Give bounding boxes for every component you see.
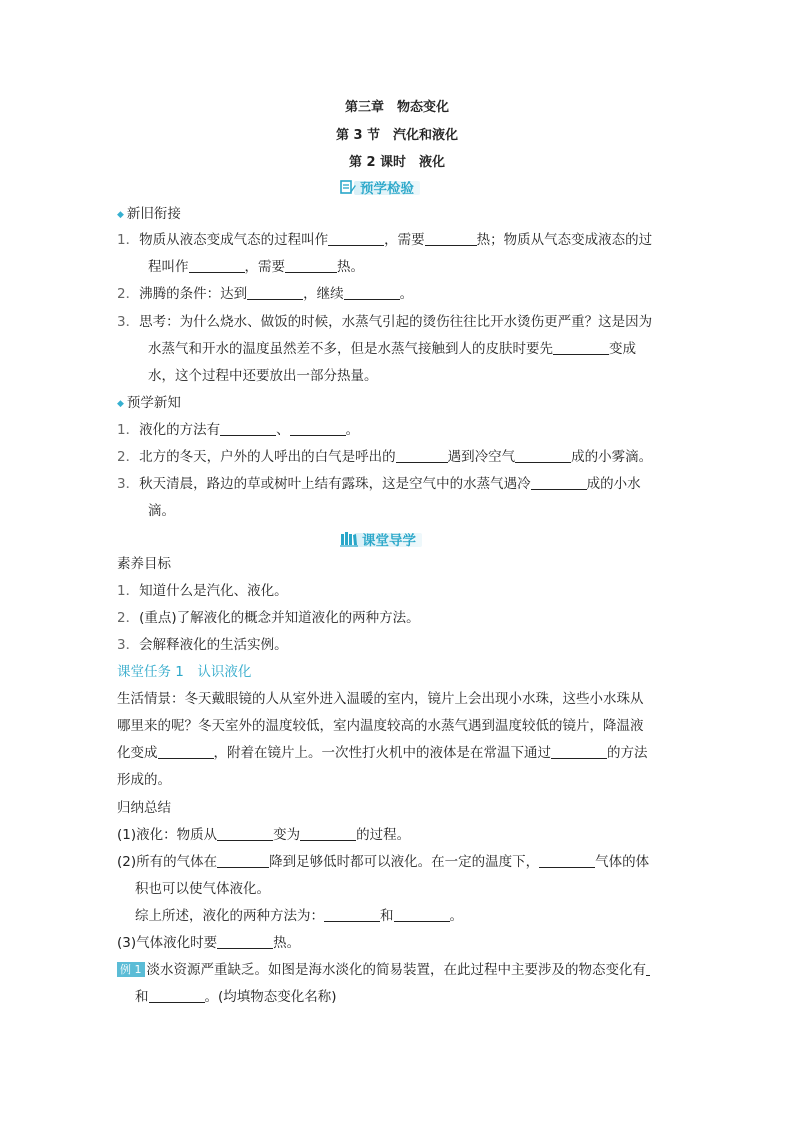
answer-blank — [646, 962, 650, 976]
answer-blank — [217, 854, 269, 868]
life-scenario-line-4: 形成的。 — [117, 772, 171, 788]
new-question-1: 1．液化的方法有 、 。 — [117, 422, 360, 438]
answer-blank — [539, 854, 595, 868]
summary-3: (3)气体液化时要 热。 — [117, 935, 301, 951]
answer-blank — [300, 827, 356, 841]
life-scenario-line-2: 哪里来的呢？冬天室外的温度较低，室内温度较高的水蒸气遇到温度较低的镜片，降温液 — [117, 718, 644, 734]
question-3-line-3: 水，这个过程中还要放出一部分热量。 — [148, 368, 378, 384]
goal-2: 2．(重点)了解液化的概念并知道液化的两种方法。 — [117, 610, 420, 626]
chapter-title: 第三章 物态变化 — [344, 100, 449, 115]
goal-3: 3．会解释液化的生活实例。 — [117, 637, 288, 653]
diamond-bullet-icon: ◆ — [117, 210, 124, 220]
answer-blank — [396, 449, 448, 463]
answer-blank — [217, 935, 273, 949]
summary-2-line-2: 积也可以使气体液化。 — [135, 881, 270, 897]
example-1-line-2: 和 。(均填物态变化名称) — [135, 989, 337, 1005]
answer-blank — [553, 341, 609, 355]
new-question-3-line-1: 3．秋天清晨，路边的草或树叶上结有露珠，这是空气中的水蒸气遇冷 成的小水 — [117, 476, 641, 492]
old-new-heading: ◆ 新旧衔接 — [117, 206, 181, 222]
question-1-line-1: 1．物质从液态变成气态的过程叫作 ，需要 热；物质从气态变成液态的过 — [117, 232, 653, 248]
answer-blank — [217, 827, 273, 841]
goals-heading: 素养目标 — [117, 556, 171, 572]
task-heading: 课堂任务 1 认识液化 — [117, 664, 252, 680]
new-question-3-line-2: 滴。 — [148, 503, 175, 519]
preview-banner-label: 预学检验 — [360, 181, 414, 197]
notebook-pencil-icon — [340, 179, 356, 195]
summary-2-line-1: (2)所有的气体在 降到足够低时都可以液化。在一定的温度下， 气体的体 — [117, 854, 650, 870]
summary-1: (1)液化：物质从 变为 的过程。 — [117, 827, 411, 843]
answer-blank — [425, 232, 477, 246]
preview-banner — [340, 177, 414, 197]
answer-blank — [247, 286, 303, 300]
question-1-line-2: 程叫作 ，需要 热。 — [148, 259, 364, 275]
section-title: 第 3 节 汽化和液化 — [335, 128, 459, 143]
question-3-line-1: 3．思考：为什么烧水、做饭的时候，水蒸气引起的烫伤往往比开水烫伤更严重？这是因为 — [117, 314, 653, 330]
answer-blank — [515, 449, 571, 463]
answer-blank — [290, 422, 346, 436]
answer-blank — [344, 286, 400, 300]
life-scenario-line-3: 化变成 ，附着在镜片上。一次性打火机中的液体是在常温下通过 的方法 — [117, 745, 648, 761]
summary-heading: 归纳总结 — [117, 800, 171, 816]
question-3-line-2: 水蒸气和开水的温度虽然差不多，但是水蒸气接触到人的皮肤时要先 变成 — [148, 341, 636, 357]
classroom-banner-label: 课堂导学 — [362, 533, 416, 549]
answer-blank — [158, 745, 214, 759]
new-knowledge-heading: ◆ 预学新知 — [117, 395, 181, 411]
answer-blank — [394, 908, 450, 922]
diamond-bullet-icon: ◆ — [117, 399, 124, 409]
book-icon — [340, 531, 358, 547]
lesson-title: 第 2 课时 液化 — [348, 155, 446, 170]
answer-blank — [551, 745, 607, 759]
answer-blank — [328, 232, 384, 246]
goal-1: 1．知道什么是汽化、液化。 — [117, 583, 288, 599]
answer-blank — [531, 476, 587, 490]
life-scenario-line-1: 生活情景：冬天戴眼镜的人从室外进入温暖的室内，镜片上会出现小水珠，这些小水珠从 — [117, 691, 644, 707]
new-question-2: 2．北方的冬天，户外的人呼出的白气是呼出的 遇到冷空气 成的小雾滴。 — [117, 449, 653, 465]
answer-blank — [285, 259, 337, 273]
answer-blank — [189, 259, 245, 273]
classroom-banner — [340, 529, 416, 549]
example-badge: 例 1 — [117, 962, 145, 977]
answer-blank — [324, 908, 380, 922]
example-1-line-1: 例 1 淡水资源严重缺乏。如图是海水淡化的简易装置，在此过程中主要涉及的物态变化有 — [117, 961, 650, 979]
answer-blank — [149, 989, 205, 1003]
question-2: 2．沸腾的条件：达到 ，继续 。 — [117, 286, 414, 302]
summary-2-line-3: 综上所述，液化的两种方法为： 和 。 — [135, 908, 463, 924]
answer-blank — [220, 422, 276, 436]
